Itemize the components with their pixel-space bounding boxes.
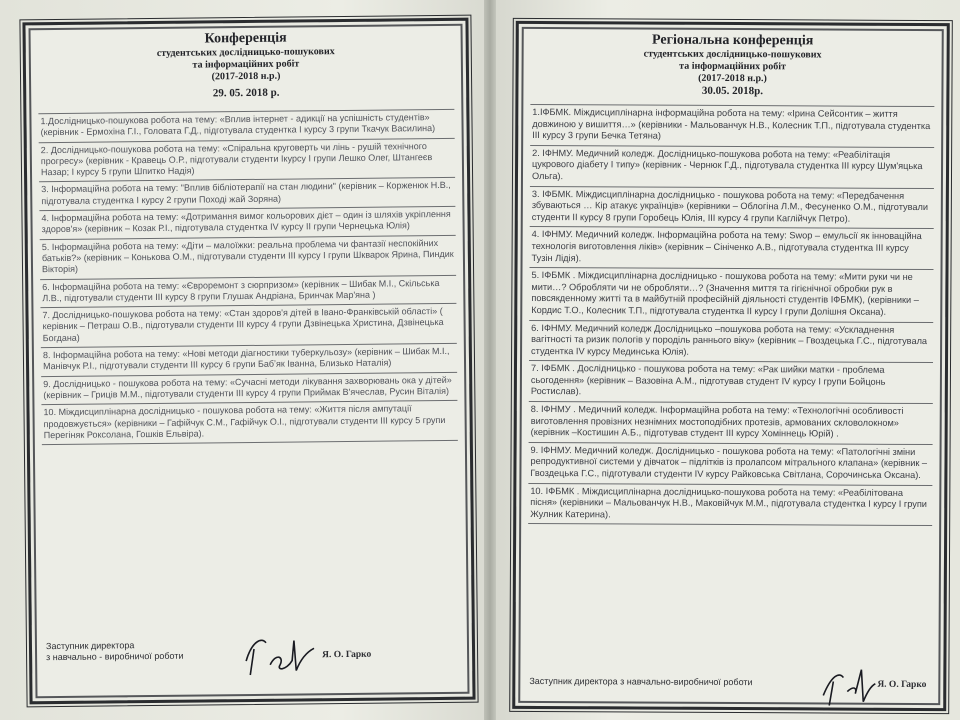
list-item: 2. Дослідницько-пошукова робота на тему: «Спіральна круговерть чи лінь - рушій технічного прогресу» (керівник - Кравець О.Р., підготували студенти Ікурсу І групи Лешко Олег, Штангеєв Назар; І курсу 5 групи Шпитко Надія) [39, 137, 455, 181]
left-program-sheet [22, 18, 475, 705]
list-item: 7. Дослідницько-пошукова робота на тему: «Стан здоров'я дітей в Івано-Франківській області» ( керівник – Петраш О.В., підготували студенти ІІІ курсу 4 групи Дзвінецька Христина, Дзвінецька Богдана) [40, 303, 456, 347]
right-subtitle-2: та інформаційних робіт [679, 60, 786, 73]
book-fold [484, 0, 496, 720]
list-item: 3. ІФБМК. Міждисциплінарна дослідницько - пошукова робота на тему: «Передбачення збуваються … Кір атакує українців» (керівники – Облогіна Л.М., Фесуненко О.М., підготували студенти ІІ курсу 8 групи Горобець Юлія, ІІІ курсу 4 групи Каглійчук Петро). [530, 186, 934, 229]
list-item: 5. Інформаційна робота на тему: «Діти – малоїжки: реальна проблема чи фантазії неспокійних батьків?» (керівник – Конькова О.М., підготували студенти ІІІ курсу І групи Шкварок Ярина, Пиндик Вікторія) [40, 235, 456, 279]
list-item: 5. ІФБМК . Міждисциплінарна дослідницько - пошукова робота на тему: «Мити руки чи не мити…? Обробляти чи не обробляти…? (Значення миття та гігієнічної обробки рук в повсякденному житті та в майбутній професійній діяльності студентів ІФБМК), (керівники – Кордис Т.О., Колесник Т.П., підготувала студентка ІІ курсу І групи Долішня Оксана). [529, 267, 933, 321]
left-subtitle-2: та інформаційних робіт [192, 58, 300, 71]
left-footer-line-1: Заступник директора [45, 640, 135, 652]
list-item: 2. ІФНМУ. Медичний коледж. Дослідницько-пошукова робота на тему: «Реабілітація цукрового діабету І типу» (керівник - Чернюк Г.Д., підготувала студентка ІІІ курсу Шум'яцька Ольга). [530, 145, 934, 188]
list-item: 7. ІФБМК . Дослідницько - пошукова робота на тему: «Рак шийки матки - проблема сьогодення» (керівник – Вазовіна А.М., підготував студент IV курсу І групи Бойцонь Ростислав). [529, 360, 933, 403]
list-item: 10. ІФБМК . Міждисциплінарна дослідницько-пошукова робота на тему: «Реабілітована пісня» (керівники – Мальованчук Н.В., Маковійчук М.М., підготувала студентка І курсу І групи Жулник Катерина). [528, 483, 932, 527]
right-title: Регіональна конференція [652, 32, 814, 49]
right-program-sheet [512, 21, 950, 711]
list-item: 4. ІФНМУ. Медичний коледж. Інформаційна робота на тему: Swop – емульсії як інноваційна технологія виготовлення ліків» (керівник – Сініченко А.В., підготувала студентка ІІІ курсу Тузін Лідія). [530, 226, 934, 269]
list-item: 8. ІФНМУ . Медичний коледж. Інформаційна робота на тему: «Технологічні особливості виготовлення провізних незнімних мостоподібних протезів, армованих скловолокном» (керівник –Костишин А.Б., підготував студент ІІІ курсу Хоміннець Юрій) . [529, 401, 933, 444]
right-header [530, 32, 934, 98]
left-header [38, 29, 455, 101]
right-date: 30.05. 2018р. [701, 84, 764, 98]
list-item: 10. Міждисциплінарна дослідницько - пошукова робота на тему: «Життя після ампутації продовжується» (керівники – Гафійчук С.М., Гафійчук О.І., підготували студенти ІІІ курсу 5 групи Перегіняк Роксолана, Гошків Ельвіра). [41, 400, 457, 445]
list-item: 3. Інформаційна робота на тему: "Вплив бібліотерапії на стан людини" (керівник – Корженюк Н.В., підготувала студентка І курсу 2 групи Поході жай Зоряна) [39, 177, 455, 210]
list-item: 9. Дослідницько - пошукова робота на тему: «Сучасні методи лікування захворювань ока у дітей» (керівник – Гриців М.М., підготували студенти ІІІ курсу 4 групи Приймак В'ячеслав, Русин Віталія) [41, 371, 457, 404]
right-subtitle-1: студентських дослідницько-пошукових [643, 48, 822, 61]
left-signer-name: Я. О. Гарко [322, 649, 372, 661]
left-date: 29. 05. 2018 р. [212, 86, 280, 100]
list-item: 8. Інформаційна робота на тему: «Нові методи діагностики туберкульозу» (керівник – Шибак М.І., Манівчук Р.І., підготували студенти ІІІ курсу 6 групи Бабʼяк Іванна, Близько Наталія) [41, 343, 457, 376]
list-item: 9. ІФНМУ. Медичний коледж. Дослідницько - пошукова робота на тему: «Патологічні зміни репродуктивної системи у дівчаток – підлітків із пролапсом мітрального клапана» (керівник – Гвоздецька Г.С., підготували студенти IV курсу Райковська Світлана, Сорочинська Оксана). [528, 442, 932, 485]
list-item: 1.Дослідницько-пошукова робота на тему: «Вплив інтернет - адикції на успішність студентів» (керівник - Ермохіна Г.І., Головата Г.Д., підготувала студентка І курсу 3 групи Ткачук Василина) [38, 109, 454, 142]
list-item: 6. ІФНМУ. Медичний коледж Дослідницько –пошукова робота на тему: «Ускладнення вагітності та ризик пологів у породіль раннього віку» (керівник – Гвоздецька Г.С., підготувала студентка IV курсу Мединська Юлія). [529, 319, 933, 362]
list-item: 4. Інформаційна робота на тему: «Дотримання вимог кольорових дієт – один із шляхів укріплення здоров'я» (керівник – Козак Р.І., підготувала студентка IV курсу ІІ групи Чернецька Юлія) [39, 206, 455, 239]
list-item: 1.ІФБМК. Міждисциплінарна інформаційна робота на тему: «Ірина Сейсонтик – життя довжиною у вишиття…» (керівники - Мальованчук Н.В., Колесник Т.П., підготувала студентка ІІІ курсу 3 групи Бечка Тетяна) [530, 104, 934, 147]
handwritten-signature [240, 630, 321, 681]
right-items-list [528, 104, 934, 527]
right-year: (2017-2018 н.р.) [698, 72, 767, 85]
left-title: Конференція [204, 30, 287, 47]
left-footer-line-2: з навчально - виробничої роботи [46, 650, 184, 663]
left-subtitle-1: студентських дослідницько-пошукових [156, 46, 335, 59]
handwritten-signature [817, 661, 877, 707]
left-footer [46, 640, 184, 663]
left-items-list [38, 109, 457, 445]
left-year: (2017-2018 н.р.) [211, 70, 281, 83]
right-footer: Заступник директора з навчально-виробничої роботи [529, 675, 753, 688]
list-item: 6. Інформаційна робота на тему: «Євроремонт з сюрпризом» (керівник – Шибак М.І., Скільська Л.В., підготували студенти ІІІ курсу 8 групи Глушак Андріана, Бринчак Мар'яна ) [40, 274, 456, 307]
right-signer-name: Я. О. Гарко [877, 679, 927, 691]
